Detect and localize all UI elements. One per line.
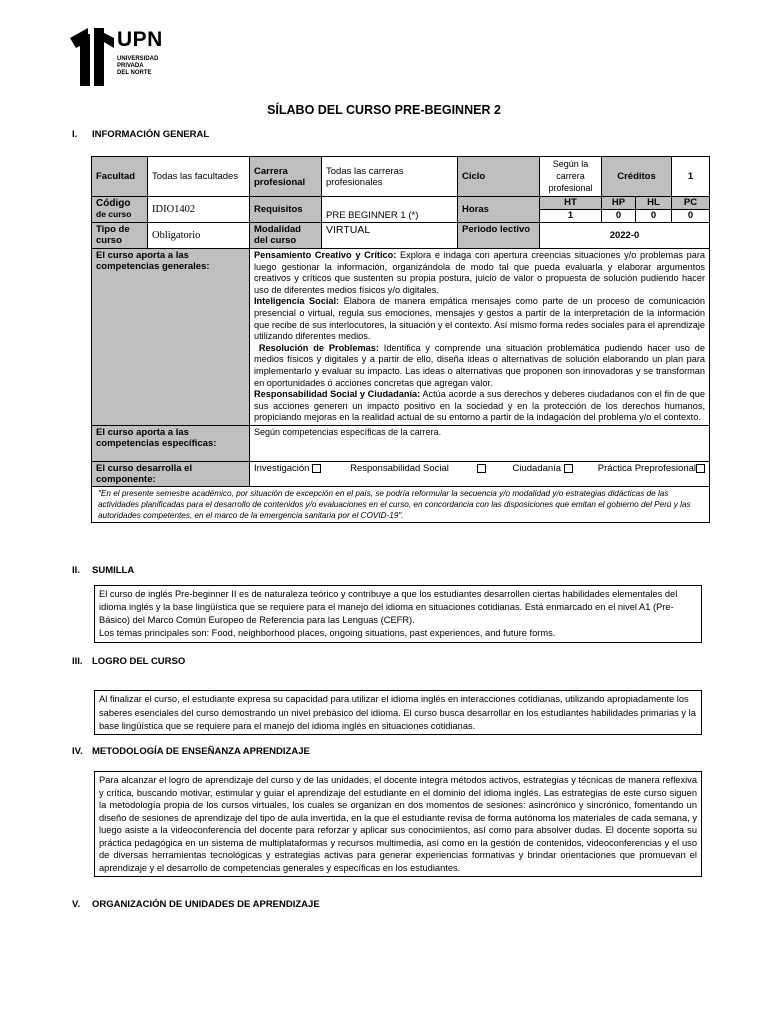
carrera-label: Carrera profesional <box>250 157 322 197</box>
logro-box <box>94 690 702 735</box>
option-investigacion: Investigación <box>254 463 321 474</box>
option-ciudadania: Ciudadanía <box>513 463 574 474</box>
section-heading-1: I. INFORMACIÓN GENERAL <box>72 129 210 140</box>
checkbox-icon <box>696 464 705 473</box>
option-responsabilidad: Responsabilidad Social <box>350 463 486 474</box>
comp-problems: Resolución de Problemas: Identifica y comprende una situación problemática pudiendo hacer uso de medios físicos y digitales y a partir de ello, diseña ideas o alternativas de solución elaborando un plan para implementarlo y evaluar su impacto. Las ideas o alternativas que proponen son innovadoras y se transforman en oportunidades ó acciones concretas que agregan valor. <box>254 342 706 388</box>
option-practica: Práctica Preprofesional <box>598 463 705 474</box>
upn-logo <box>70 28 170 88</box>
comp-esp-label: El curso aporta a las competencias específicas: <box>92 425 250 461</box>
requisitos-value: PRE BEGINNER 1 (*) <box>322 197 458 223</box>
modalidad-label: Modalidad del curso <box>250 223 322 249</box>
comp-gen-label: El curso aporta a las competencias generales: <box>92 249 250 426</box>
tipo-label: Tipo de curso <box>92 223 148 249</box>
hl-value: 0 <box>636 210 672 223</box>
section-heading-5: V. ORGANIZACIÓN DE UNIDADES DE APRENDIZAJE <box>72 899 320 910</box>
carrera-value: Todas las carreras profesionales <box>322 157 458 197</box>
comp-esp-value: Según competencias específicas de la carrera. <box>250 425 710 461</box>
creditos-label: Créditos <box>602 157 672 197</box>
upn-mark-icon <box>70 28 114 86</box>
comp-responsibility: Responsabilidad Social y Ciudadanía: Actúa acorde a sus derechos y deberes ciudadanos con el fin de que sus acciones generen un impacto positivo en la sociedad y en la protección de los derechos humanos, propiciando mejoras en la realidad actual de su entorno a partir de la indagación del problema y/o el contexto. <box>254 389 706 423</box>
codigo-value: IDIO1402 <box>148 197 250 223</box>
periodo-label: Periodo lectivo <box>458 223 540 249</box>
componente-label: El curso desarrolla el componente: <box>92 461 250 486</box>
ht-label: HT <box>540 197 602 210</box>
section-heading-3: III. LOGRO DEL CURSO <box>72 656 186 667</box>
creditos-value: 1 <box>672 157 710 197</box>
ht-value: 1 <box>540 210 602 223</box>
comp-social: Inteligencia Social: Elabora de manera empática mensajes como parte de un proceso de comunicación presencial o virtual, regula sus emociones, mensajes y gestos a partir de la interpretación de la información que recibe de sus interlocutores, la situación y el contexto. Así mismo forma redes sociales para el aprendizaje utilizando diferentes medios. <box>254 296 706 342</box>
sumilla-box <box>94 585 702 643</box>
sumilla-topics: Los temas principales son: Food, neighborhood places, ongoing situations, past experiences, and future forms. <box>99 628 556 638</box>
section-heading-4: IV. METODOLOGÍA DE ENSEÑANZA APRENDIZAJE <box>72 746 310 757</box>
hp-label: HP <box>602 197 636 210</box>
requisitos-label: Requisitos <box>250 197 322 223</box>
section-heading-2: II. SUMILLA <box>72 565 135 576</box>
pc-label: PC <box>672 197 710 210</box>
checkbox-icon <box>312 464 321 473</box>
document-title: SÍLABO DEL CURSO PRE-BEGINNER 2 <box>267 103 501 117</box>
logo-subtitle: UNIVERSIDAD PRIVADA DEL NORTE <box>117 56 159 76</box>
ciclo-label: Ciclo <box>458 157 540 197</box>
ciclo-value: Según la carrera profesional <box>540 157 602 197</box>
covid-note: "En el presente semestre académico, por situación de excepción en el país, se podría reformular la secuencia y/o modalidad y/o estrategias didácticas de las actividades planificadas para el desarrollo de contenidos y/o evaluaciones en el curso, en concordancia con las disposiciones que emitan el gobierno del Perú y las autoridades competentes, en el marco de la emergencia sanitaria por el COVID-19". <box>92 486 710 522</box>
horas-label: Horas <box>458 197 540 223</box>
general-info-table <box>91 156 710 523</box>
checkbox-icon <box>477 464 486 473</box>
modalidad-value: VIRTUAL <box>322 223 458 249</box>
facultad-label: Facultad <box>92 157 148 197</box>
facultad-value: Todas las facultades <box>148 157 250 197</box>
metodologia-text: Para alcanzar el logro de aprendizaje del curso y de las unidades, el docente integra métodos activos, estrategias y técnicas de manera reflexiva y crítica, buscando motivar, estimular y guiar el aprendizaje del estudiante en el dominio del idioma inglés. Las estrategias de este curso siguen la metodología propia de los cursos virtuales, los cuales se organizan en dos momentos de sesiones: asincrónico y sincrónico, fomentando un diseño de sesiones de aprendizaje del tipo de aula invertida, en la que el estudiante revisa de forma autónoma los materiales de cada semana, y luego asiste a la videoconferencia del docente para reforzar y aplicar sus conocimientos, así como para absolver dudas. El docente soporta su práctica pedagógica en un sistema de multiplataformas y recursos multimedia, así como en la gestión de contenidos, videoconferencias y el uso de diversas herramientas tecnológicas y estrategias activas para generar experiencias formativas y brindar orientaciones que promuevan el aprendizaje y el desarrollo de competencias generales y específicas en los estudiantes. <box>99 775 697 873</box>
componente-options <box>250 461 710 486</box>
logro-text: Al finalizar el curso, el estudiante expresa su capacidad para utilizar el idioma inglés en interacciones cotidianas, utilizando apropiadamente los saberes esenciales del curso demostrando un nivel prebásico del idioma. El curso busca desarrollar en los estudiantes habilidades primarias y la base lingüística que se requiere para el manejo del idioma inglés en situaciones cotidianas. <box>99 694 696 732</box>
metodologia-box <box>94 771 702 877</box>
tipo-value: Obligatorio <box>148 223 250 249</box>
sumilla-text: El curso de inglés Pre-beginner II es de naturaleza teórico y contribuye a que los estudiantes desarrollen ciertas habilidades elementales del idioma inglés y la base lingüística que se requiere para el manejo del idioma en situaciones cotidianas. Está enmarcado en el nivel A1 (Pre-Básico) del Marco Común Europeo de Referencia para las Lenguas (CEFR). <box>99 589 678 625</box>
comp-gen-content <box>250 249 710 426</box>
logo-name: UPN <box>117 28 163 51</box>
hl-label: HL <box>636 197 672 210</box>
codigo-label: Código de curso <box>92 197 148 223</box>
comp-creative: Pensamiento Creativo y Crítico: Explora e indaga con apertura creencias situaciones y/o problemas para luego gestionar la información, organizándola de modo tal que pueda evaluarla y elaborar argumentos creativos y críticos que sustenten su propia postura, juicio de valor o propuesta de solución pudiendo hacer uso de diferentes medios físicos y/o digitales. <box>254 250 706 295</box>
pc-value: 0 <box>672 210 710 223</box>
checkbox-icon <box>564 464 573 473</box>
hp-value: 0 <box>602 210 636 223</box>
periodo-value: 2022-0 <box>540 223 710 249</box>
